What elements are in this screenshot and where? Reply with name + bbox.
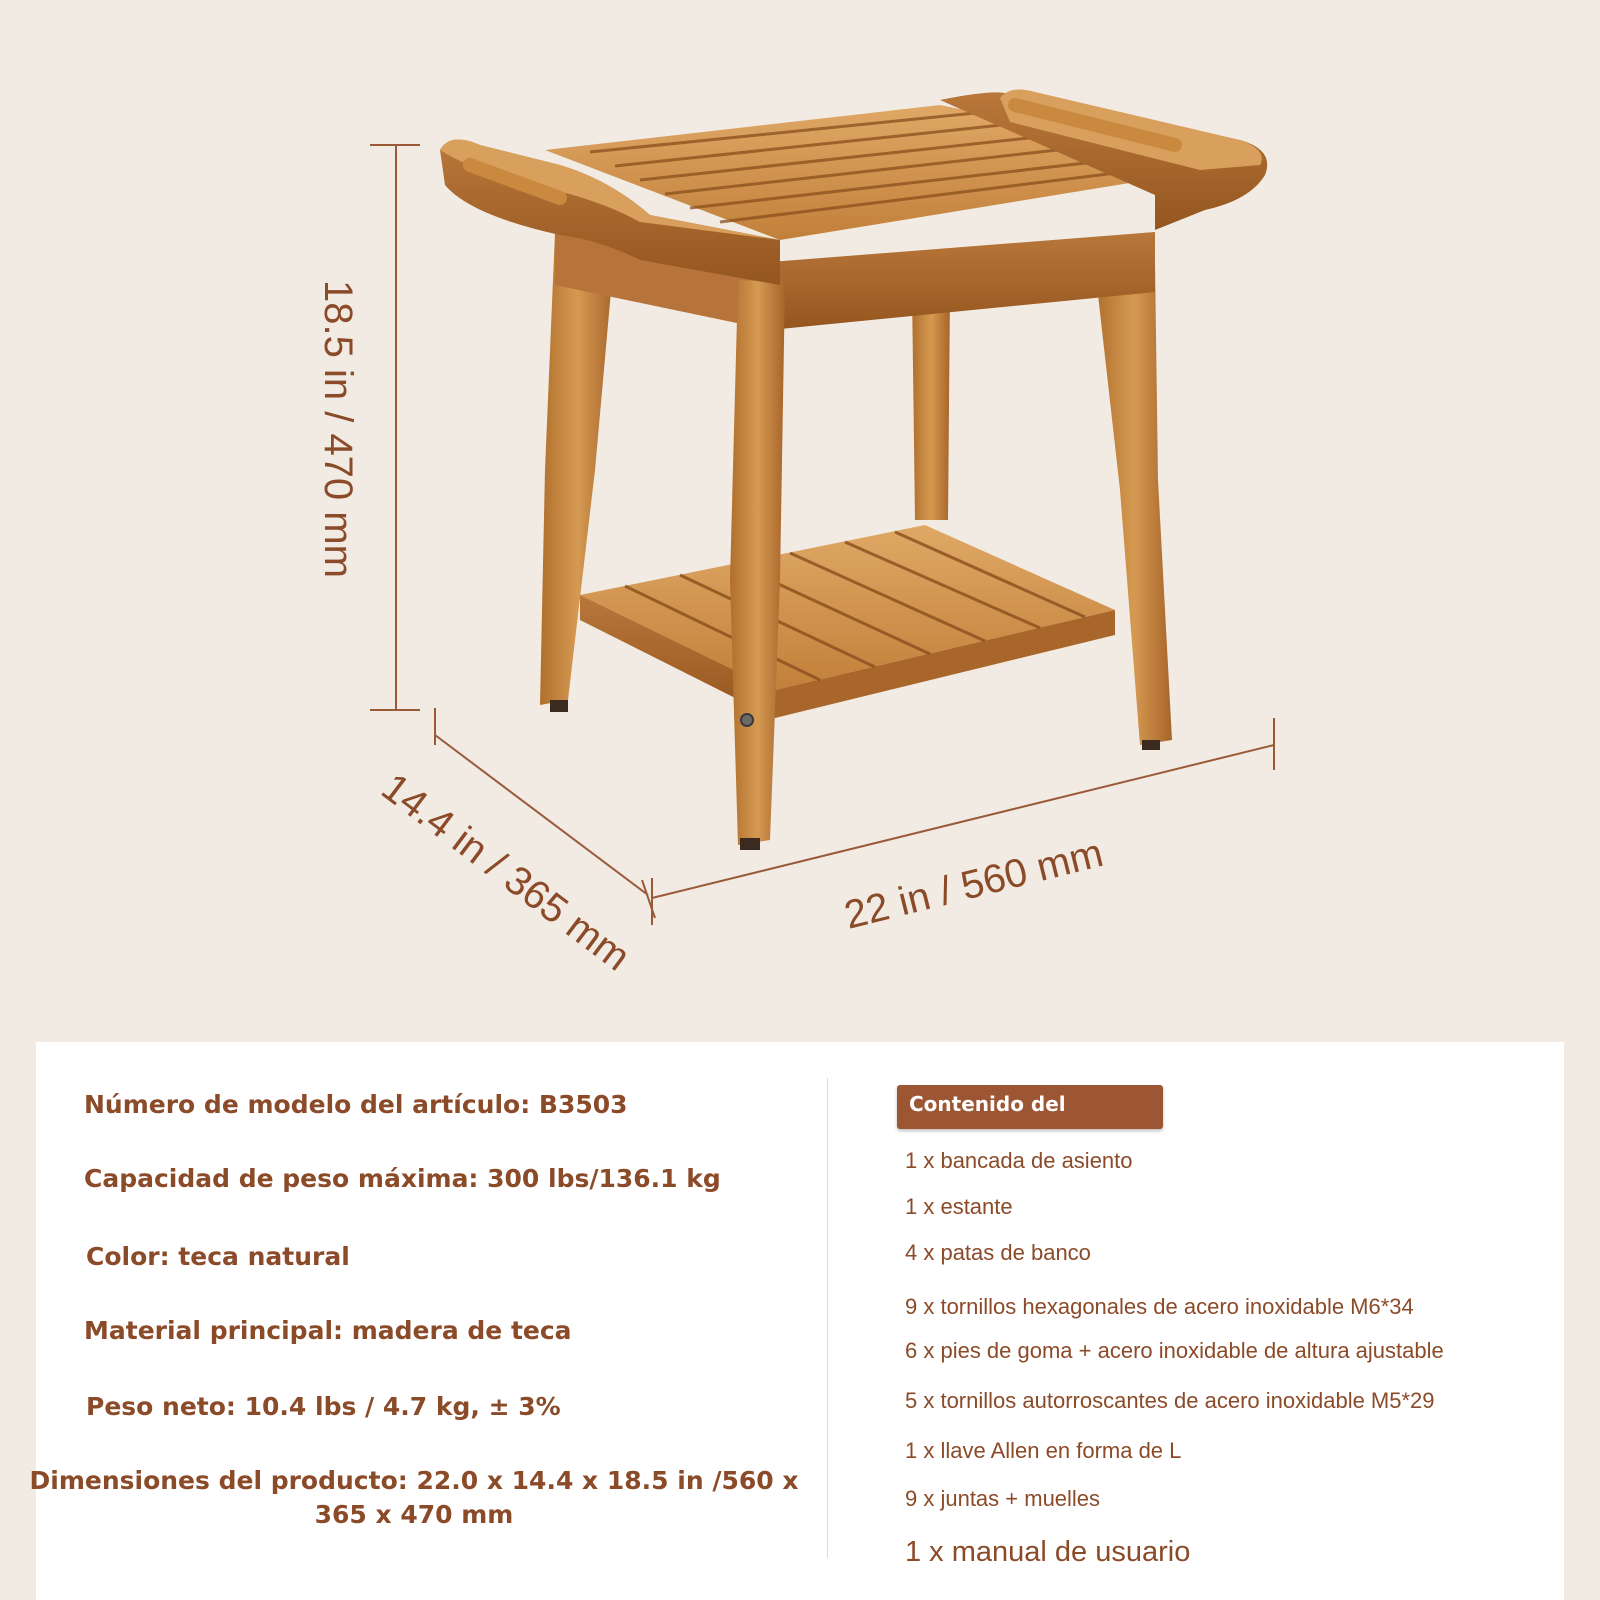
front-left-leg [730,280,785,845]
front-apron [770,232,1155,330]
width-dimension-label: 22 in / 560 mm [840,830,1108,938]
package-item: 1 x bancada de asiento [905,1148,1133,1173]
package-item: 9 x tornillos hexagonales de acero inoxidable M6*34 [905,1294,1414,1319]
package-item: 1 x manual de usuario [905,1536,1191,1568]
spec-model: Número de modelo del artículo: B3503 [84,1090,628,1119]
spec-capacity: Capacidad de peso máxima: 300 lbs/136.1 kg [84,1164,721,1193]
lower-shelf [580,525,1115,718]
package-item: 1 x llave Allen en forma de L [905,1438,1182,1463]
height-dimension-label: 18.5 in / 470 mm [316,280,360,578]
spec-dimensions: Dimensiones del producto: 22.0 x 14.4 x 18.5 in /560 x 365 x 470 mm [29,1466,799,1529]
package-item: 5 x tornillos autorroscantes de acero inoxidable M5*29 [905,1388,1435,1413]
front-right-leg [1095,262,1172,745]
package-item: 1 x estante [905,1194,1013,1219]
package-item: 6 x pies de goma + acero inoxidable de altura ajustable [905,1338,1444,1363]
package-item: 9 x juntas + muelles [905,1486,1101,1511]
depth-dimension-label: 14.4 in / 365 mm [373,765,638,980]
panel-divider [827,1078,828,1558]
spec-material: Material principal: madera de teca [84,1316,572,1345]
spec-color: Color: teca natural [86,1242,350,1271]
package-item: 4 x patas de banco [905,1240,1091,1265]
package-contents-badge: Contenido del paquete [897,1085,1163,1129]
spec-weight: Peso neto: 10.4 lbs / 4.7 kg, ± 3% [86,1392,561,1421]
